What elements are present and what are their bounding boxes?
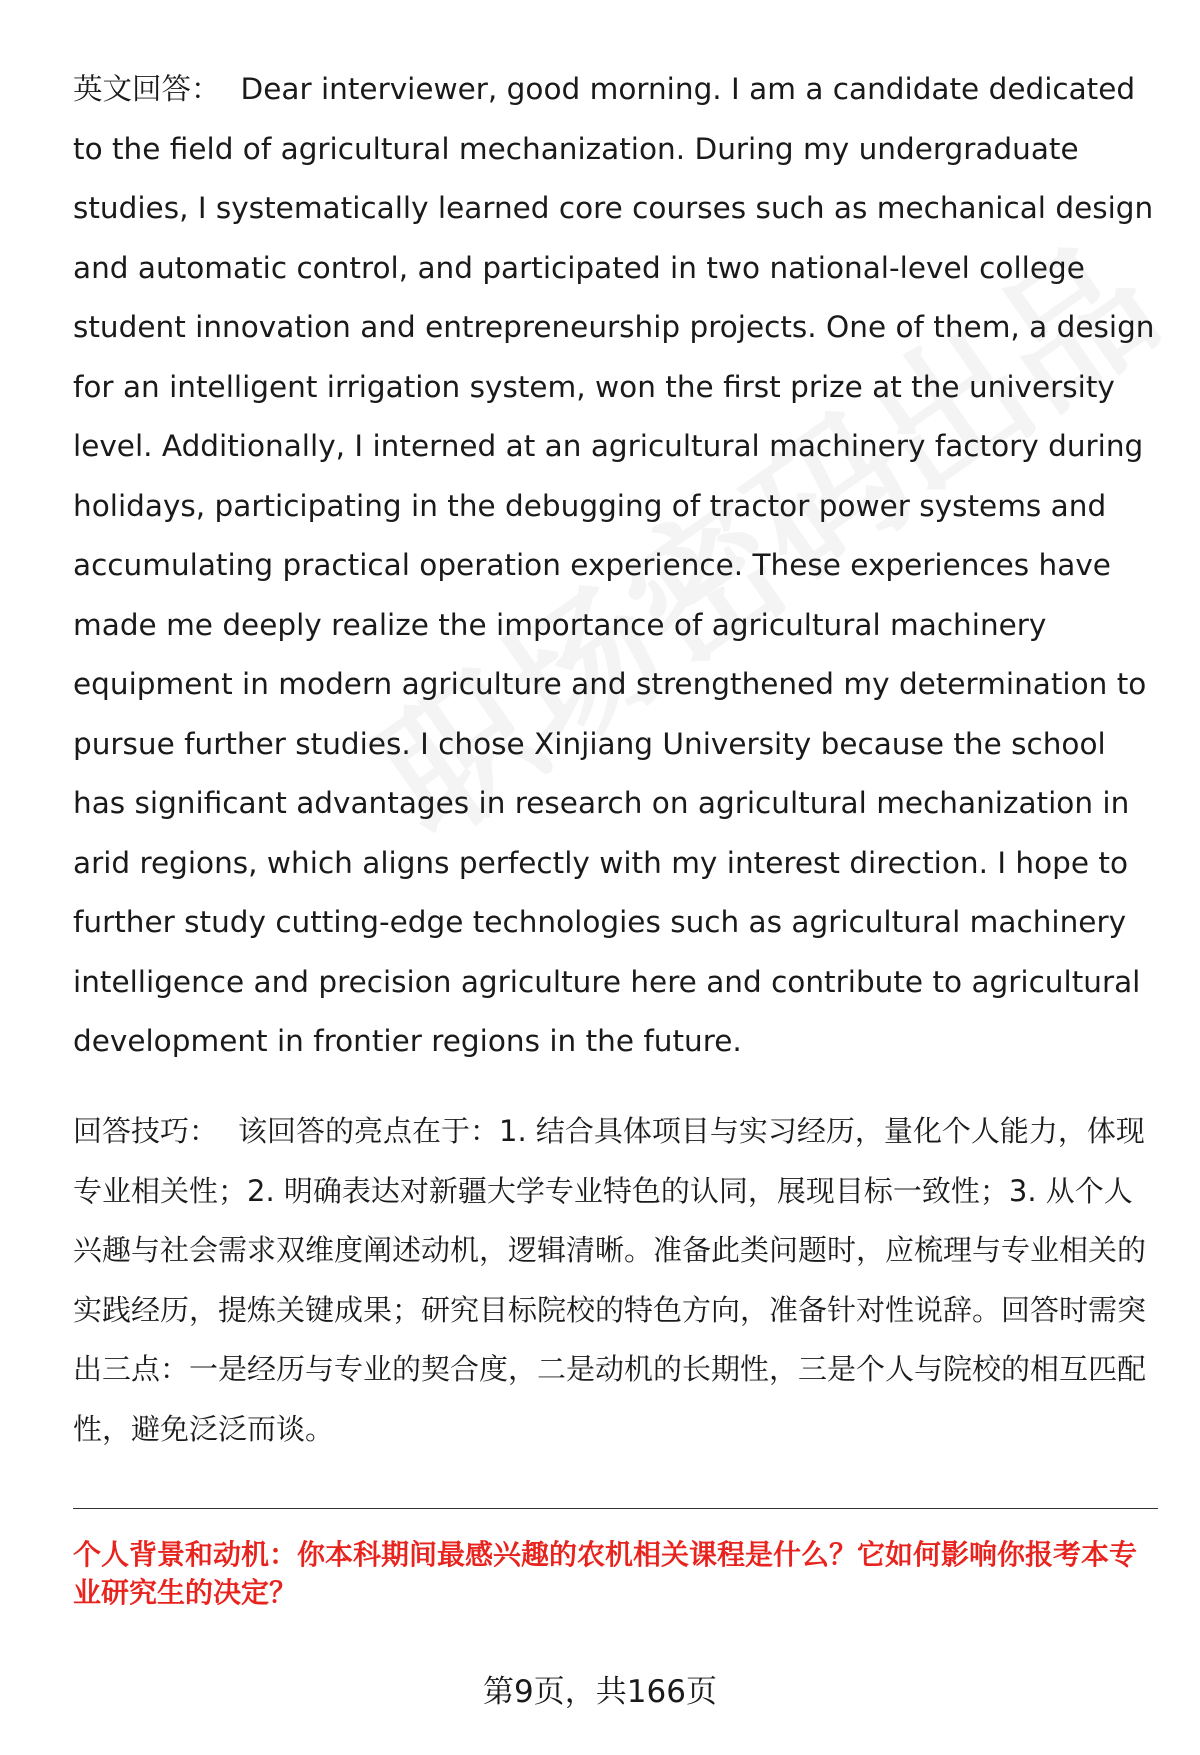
english-answer-text: Dear interviewer, good morning. I am a candidate dedicated to the field of agricultural mechanization. During my undergraduate studies, I systematically learned core courses such as mechanical design and automatic control, and participated in two national-level college student innovation and entrepreneurship projects. One of them, a design for an intelligent irrigation system, won the first prize at the university level. Additionally, I interned at an agricultural machinery factory during holidays, participating in the debugging of tractor power systems and accumulating practical operation experience. These experiences have made me deeply realize the importance of agricultural machinery equipment in modern agriculture and strengthened my determination to pursue further studies. I chose Xinjiang University because the school has significant advantages in research on agricultural mechanization in arid regions, which aligns perfectly with my interest direction. I hope to further study cutting-edge technologies such as agricultural machinery intelligence and precision agriculture here and contribute to agricultural development in frontier regions in the future. [73, 72, 1155, 1058]
answer-tips-label: 回答技巧： [73, 1114, 219, 1148]
answer-tips-text: 该回答的亮点在于：1. 结合具体项目与实习经历，量化个人能力，体现专业相关性；2. 明确表达对新疆大学专业特色的认同，展现目标一致性；3. 从个人兴趣与社会需求双维度阐述动机，逻辑清晰。准备此类问题时，应梳理与专业相关的实践经历，提炼关键成果；研究目标院校的特色方向，准备针对性说辞。回答时需突出三点：一是经历与专业的契合度，二是动机的长期性，三是个人与院校的相互匹配性，避免泛泛而谈。 [73, 1114, 1147, 1446]
section-divider [73, 1508, 1158, 1509]
english-answer-paragraph [73, 60, 1158, 1072]
english-answer-label: 英文回答： [73, 72, 221, 106]
answer-tips-paragraph [73, 1102, 1158, 1459]
page-footer: 第9页，共166页 [483, 1674, 717, 1710]
next-question-heading: 个人背景和动机：你本科期间最感兴趣的农机相关课程是什么？它如何影响你报考本专业研究生的决定？ [73, 1538, 1138, 1609]
